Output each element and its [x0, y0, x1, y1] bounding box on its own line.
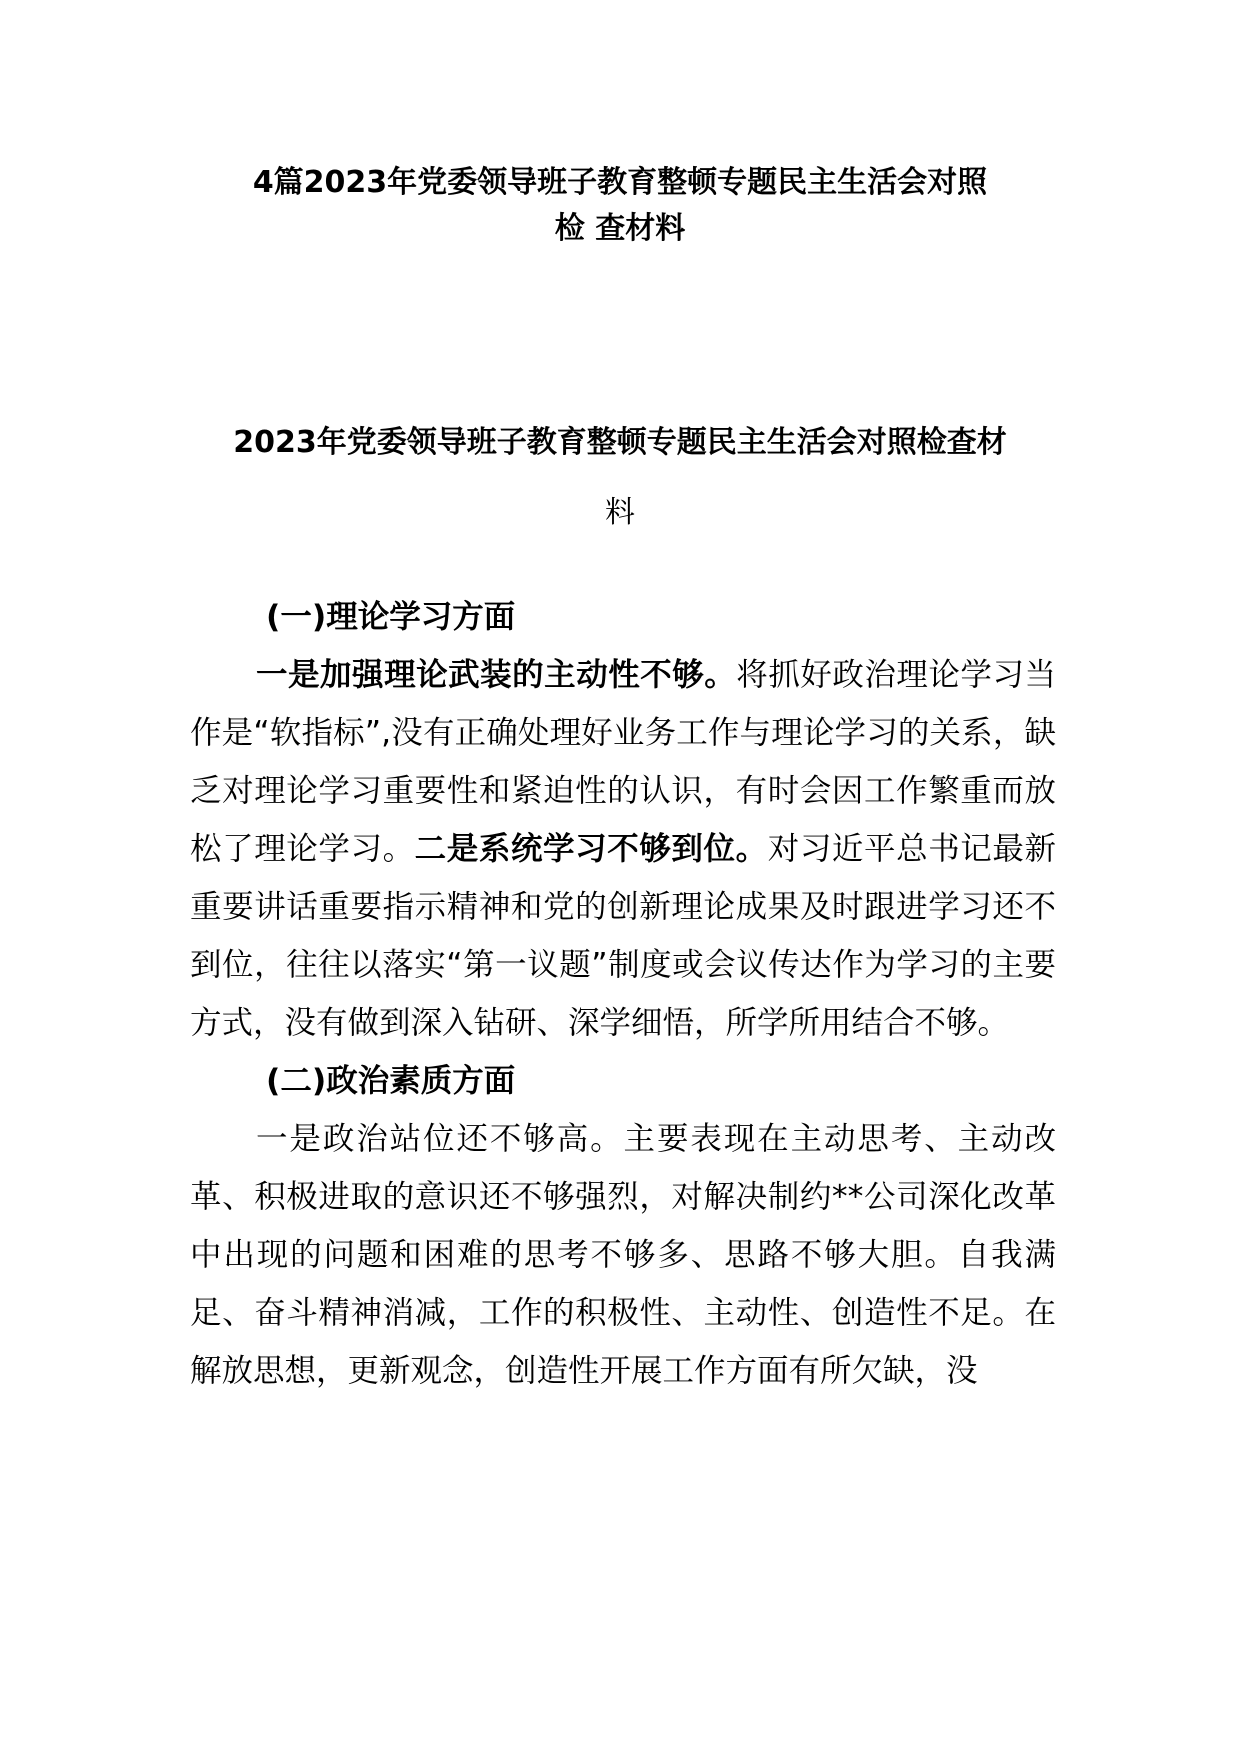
main-title-line2: 检 查材料 — [554, 211, 686, 246]
heading-theory-study: (一)理论学习方面 — [266, 599, 516, 635]
paragraph-theory-study — [190, 646, 1056, 1052]
section-title — [180, 408, 1060, 548]
para1-text2: 对习近平总书记最新重要讲话重要指示精神和党的创新理论成果及时跟进学习还不到位，往往以落实“第一议题”制度或会议传达作为学习的主要方式，没有做到深入钻研、深学细悟，所学所用结合不够。 — [190, 831, 1056, 1041]
document-body — [190, 588, 1056, 1400]
para1-bold-point2: 二是系统学习不够到位。 — [414, 831, 768, 867]
section-title-line1: 2023年党委领导班子教育整顿专题民主生活会对照检查材 — [233, 425, 1007, 460]
main-title-line1: 4篇2023年党委领导班子教育整顿专题民主生活会对照 — [252, 165, 988, 200]
para1-text1: 将抓好政治理论学习当作是“软指标”,没有正确处理好业务工作与理论学习的关系，缺乏对理论学习重要性和紧迫性的认识，有时会因工作繁重而放松了理论学习。 — [190, 657, 1056, 867]
section-title-line2: 料 — [605, 495, 635, 530]
paragraph-political-quality: 一是政治站位还不够高。主要表现在主动思考、主动改革、积极进取的意识还不够强烈，对解决制约**公司深化改革中出现的问题和困难的思考不够多、思路不够大胆。自我满足、奋斗精神消减，工作的积极性、主动性、创造性不足。在解放思想，更新观念，创造性开展工作方面有所欠缺，没 — [190, 1121, 1056, 1389]
para1-bold-point1: 一是加强理论武装的主动性不够。 — [256, 657, 737, 693]
heading-political-quality: (二)政治素质方面 — [266, 1063, 516, 1099]
document-main-title — [190, 160, 1050, 252]
